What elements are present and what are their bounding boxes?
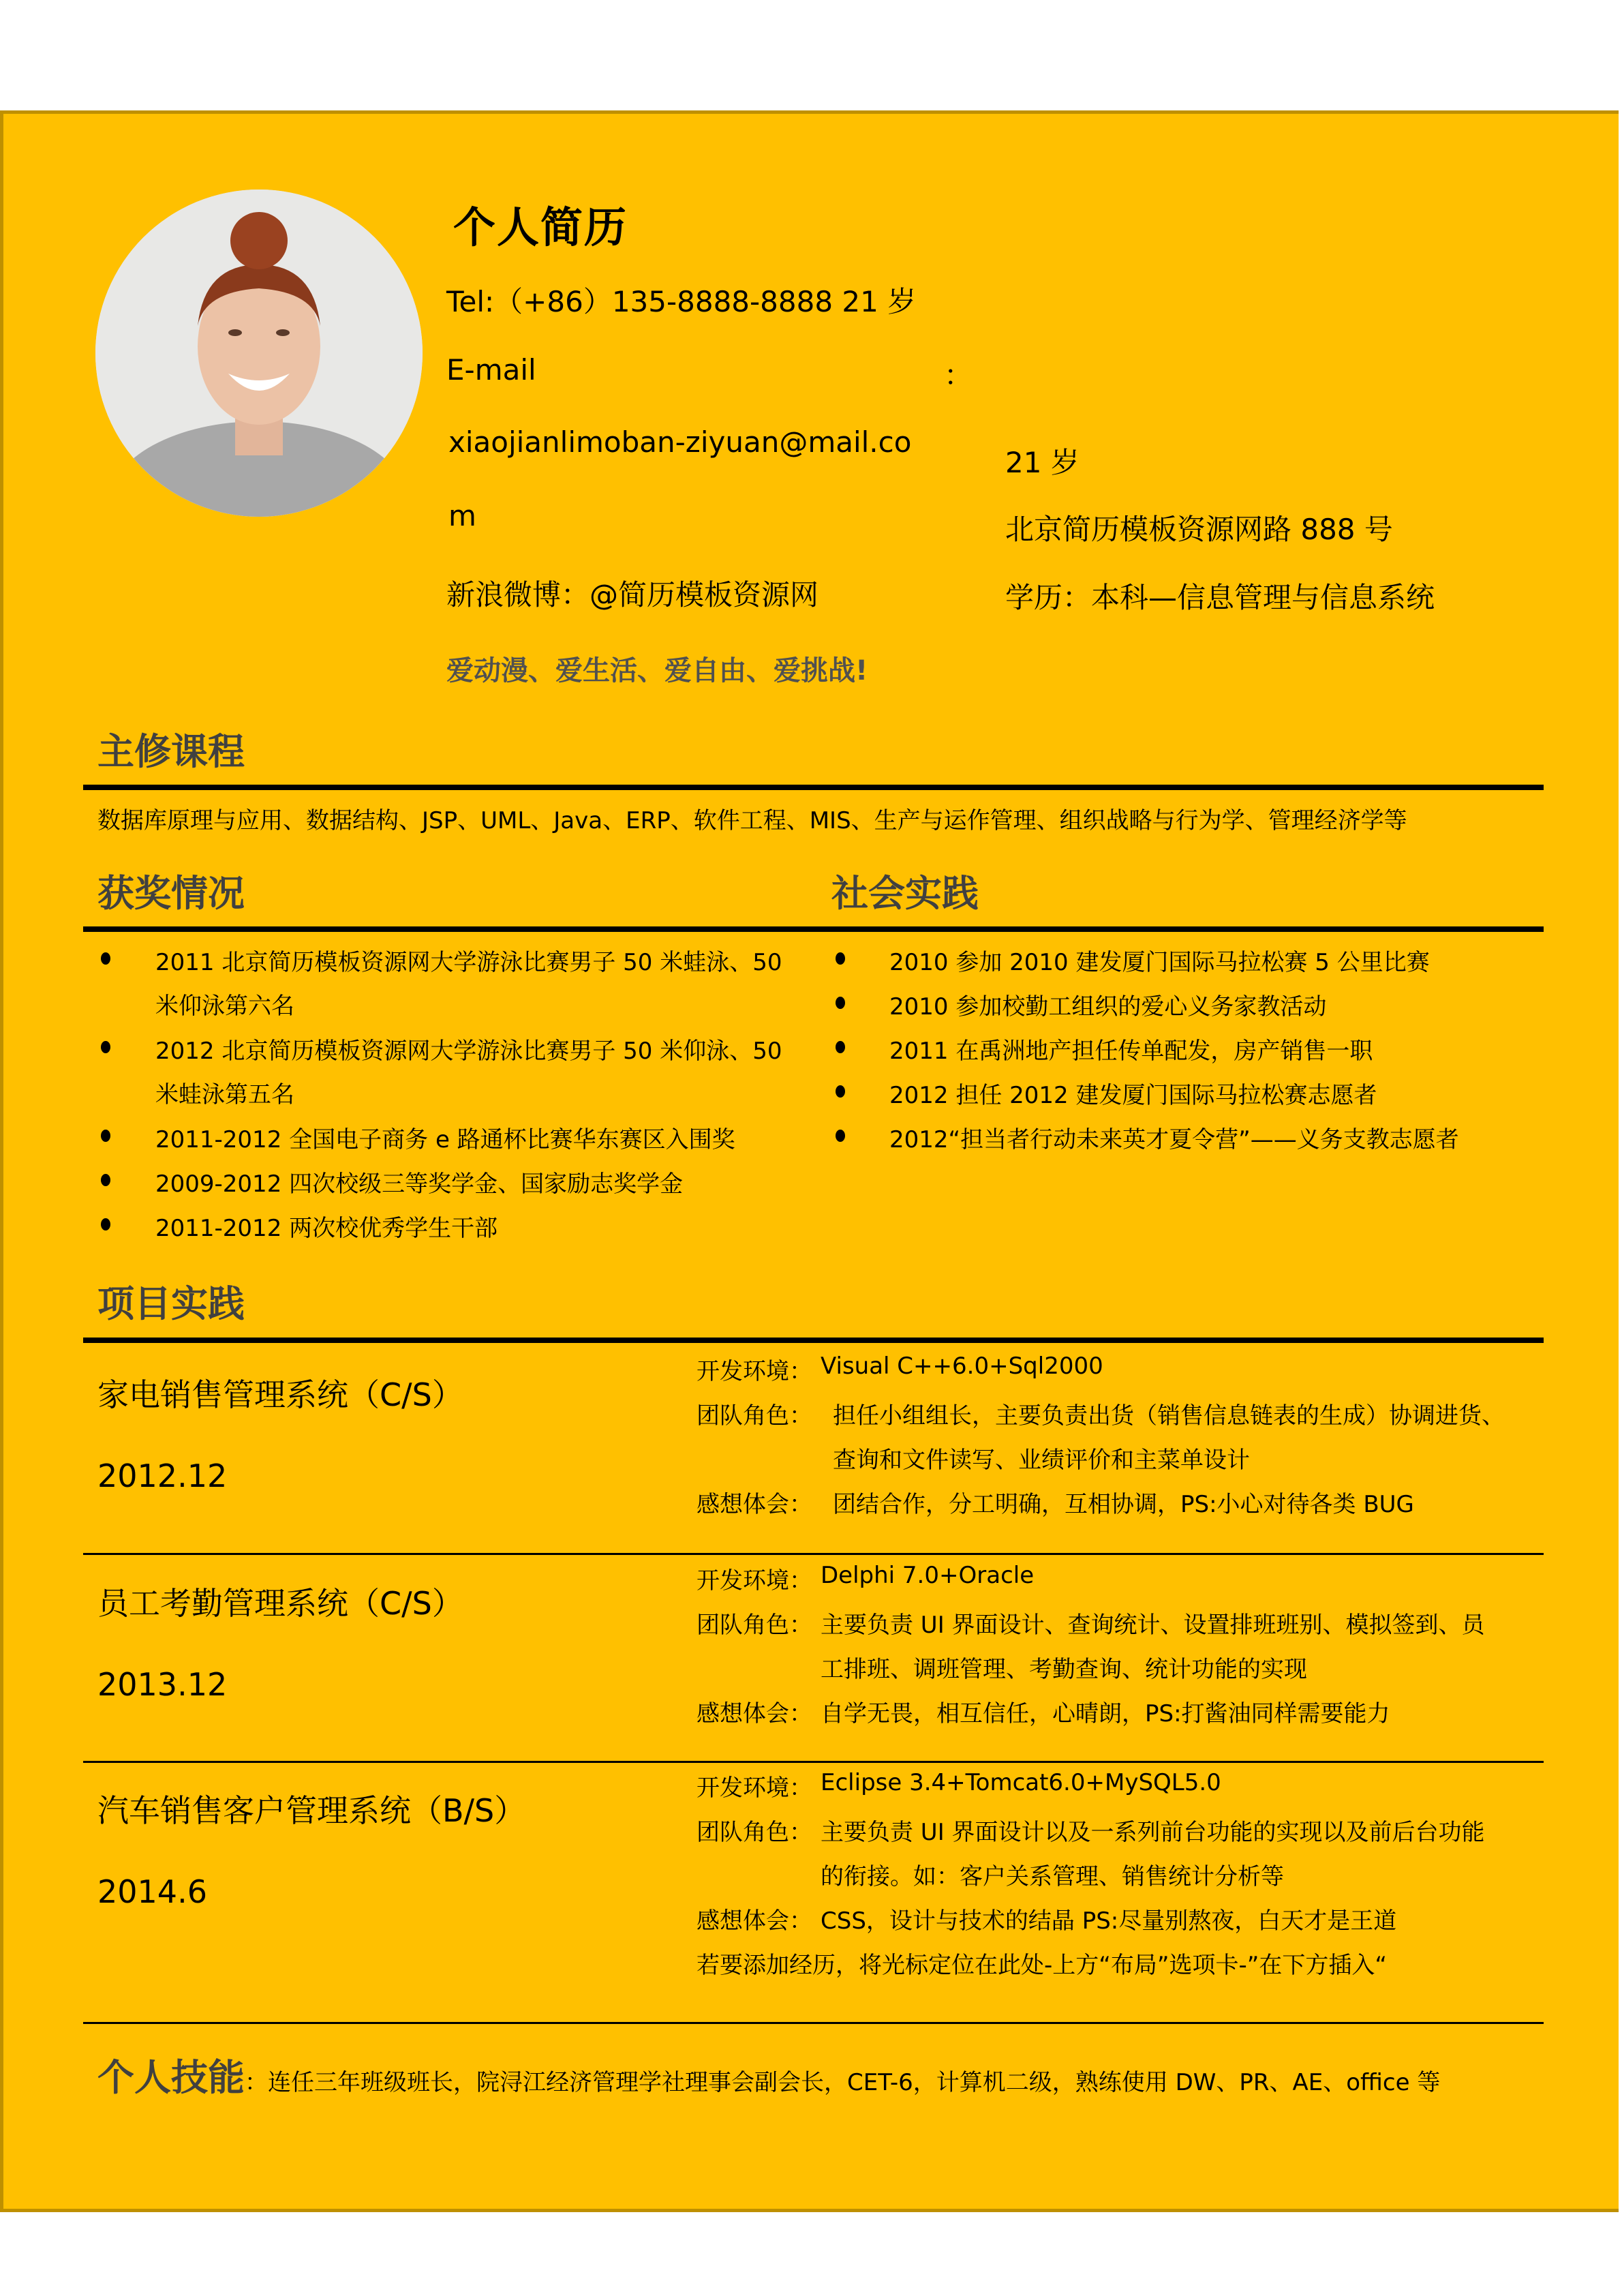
- thought-label: 感想体会：: [697, 1907, 812, 1935]
- bullet-icon: [836, 1041, 845, 1053]
- skills-colon: ：: [245, 2069, 268, 2096]
- thought-value: 自学无畏，相互信任，心晴朗，PS:打酱油同样需要能力: [821, 1700, 1390, 1727]
- weibo-text: 新浪微博：@简历模板资源网: [446, 578, 819, 611]
- bullet-icon: [836, 1085, 845, 1098]
- profile-photo: [95, 190, 423, 517]
- education-text: 学历：本科—信息管理与信息系统: [1005, 581, 1435, 614]
- project-name: 汽车销售客户管理系统（B/S）: [97, 1792, 526, 1829]
- env-label: 开发环境：: [697, 1567, 812, 1595]
- bullet-icon: [101, 1041, 110, 1053]
- role-label: 团队角色：: [697, 1819, 812, 1846]
- thought-label: 感想体会：: [697, 1491, 812, 1518]
- role-label: 团队角色：: [697, 1612, 812, 1639]
- env-value: Eclipse 3.4+Tomcat6.0+MySQL5.0: [821, 1769, 1221, 1796]
- awards-heading: 获奖情况: [97, 872, 245, 915]
- tel-text: Tel:（+86）135-8888-8888 21 岁: [446, 285, 917, 318]
- bullet-icon: [101, 1174, 110, 1186]
- project-date: 2014.6: [97, 1873, 207, 1910]
- project-divider: [83, 1761, 1544, 1763]
- project-divider: [83, 1553, 1544, 1555]
- email-line-2: m: [448, 499, 476, 532]
- courses-rule: [83, 785, 1544, 790]
- bullet-icon: [101, 952, 110, 965]
- env-label: 开发环境：: [697, 1358, 812, 1385]
- social-rule: [826, 926, 1544, 932]
- skills-heading: 个人技能: [97, 2056, 245, 2099]
- role-line-1: 主要负责 UI 界面设计、查询统计、设置排班班别、模拟签到、员: [821, 1612, 1485, 1639]
- project-name: 员工考勤管理系统（C/S）: [97, 1585, 463, 1622]
- email-label: E-mail: [446, 353, 536, 387]
- project-date: 2013.12: [97, 1666, 228, 1703]
- env-value: Delphi 7.0+Oracle: [821, 1562, 1035, 1589]
- bullet-icon: [101, 1130, 110, 1142]
- thought-value: CSS，设计与技术的结晶 PS:尽量别熬夜，白天才是王道: [821, 1907, 1397, 1935]
- bullet-icon: [101, 1218, 110, 1230]
- courses-text: 数据库原理与应用、数据结构、JSP、UML、Java、ERP、软件工程、MIS、生产与运作管理、组织战略与行为学、管理经济学等: [97, 807, 1407, 834]
- projects-rule: [83, 1338, 1544, 1343]
- courses-heading: 主修课程: [97, 730, 245, 773]
- env-value: Visual C++6.0+Sql2000: [821, 1353, 1103, 1380]
- thought-value: 团结合作，分工明确，互相协调，PS:小心对待各类 BUG: [833, 1491, 1414, 1518]
- address-text: 北京简历模板资源网路 888 号: [1005, 513, 1393, 546]
- tagline: 爱动漫、爱生活、爱自由、爱挑战!: [446, 655, 868, 686]
- social-heading: 社会实践: [831, 872, 979, 915]
- age-text: 21 岁: [1005, 446, 1080, 479]
- person-photo-icon: [95, 190, 423, 517]
- page-title: 个人简历: [453, 202, 628, 252]
- email-colon: ：: [944, 359, 973, 392]
- role-line-1: 主要负责 UI 界面设计以及一系列前台功能的实现以及前后台功能: [821, 1819, 1485, 1846]
- add-experience-note: 若要添加经历，将光标定位在此处-上方“布局”选项卡-”在下方插入“: [697, 1952, 1387, 1979]
- projects-heading: 项目实践: [97, 1282, 245, 1325]
- env-label: 开发环境：: [697, 1774, 812, 1802]
- thought-label: 感想体会：: [697, 1700, 812, 1727]
- project-date: 2012.12: [97, 1457, 228, 1494]
- bullet-icon: [836, 1130, 845, 1142]
- bullet-icon: [836, 997, 845, 1009]
- role-line-2: 查询和文件读写、业绩评价和主菜单设计: [833, 1447, 1250, 1474]
- role-line-2: 的衔接。如：客户关系管理、销售统计分析等: [821, 1863, 1284, 1890]
- skills-text: 连任三年班级班长，院浔江经济管理学社理事会副会长，CET-6，计算机二级，熟练使用 DW、PR、AE、office 等: [268, 2069, 1441, 2096]
- bullet-icon: [836, 952, 845, 965]
- awards-rule: [83, 926, 826, 932]
- role-line-1: 担任小组组长，主要负责出货（销售信息链表的生成）协调进货、: [833, 1402, 1505, 1430]
- role-line-2: 工排班、调班管理、考勤查询、统计功能的实现: [821, 1656, 1307, 1683]
- project-name: 家电销售管理系统（C/S）: [97, 1376, 463, 1413]
- role-label: 团队角色：: [697, 1402, 812, 1430]
- skills-divider: [83, 2022, 1544, 2024]
- skills-row: [97, 2049, 1440, 2101]
- email-line-1: xiaojianlimoban-ziyuan@mail.co: [448, 425, 912, 459]
